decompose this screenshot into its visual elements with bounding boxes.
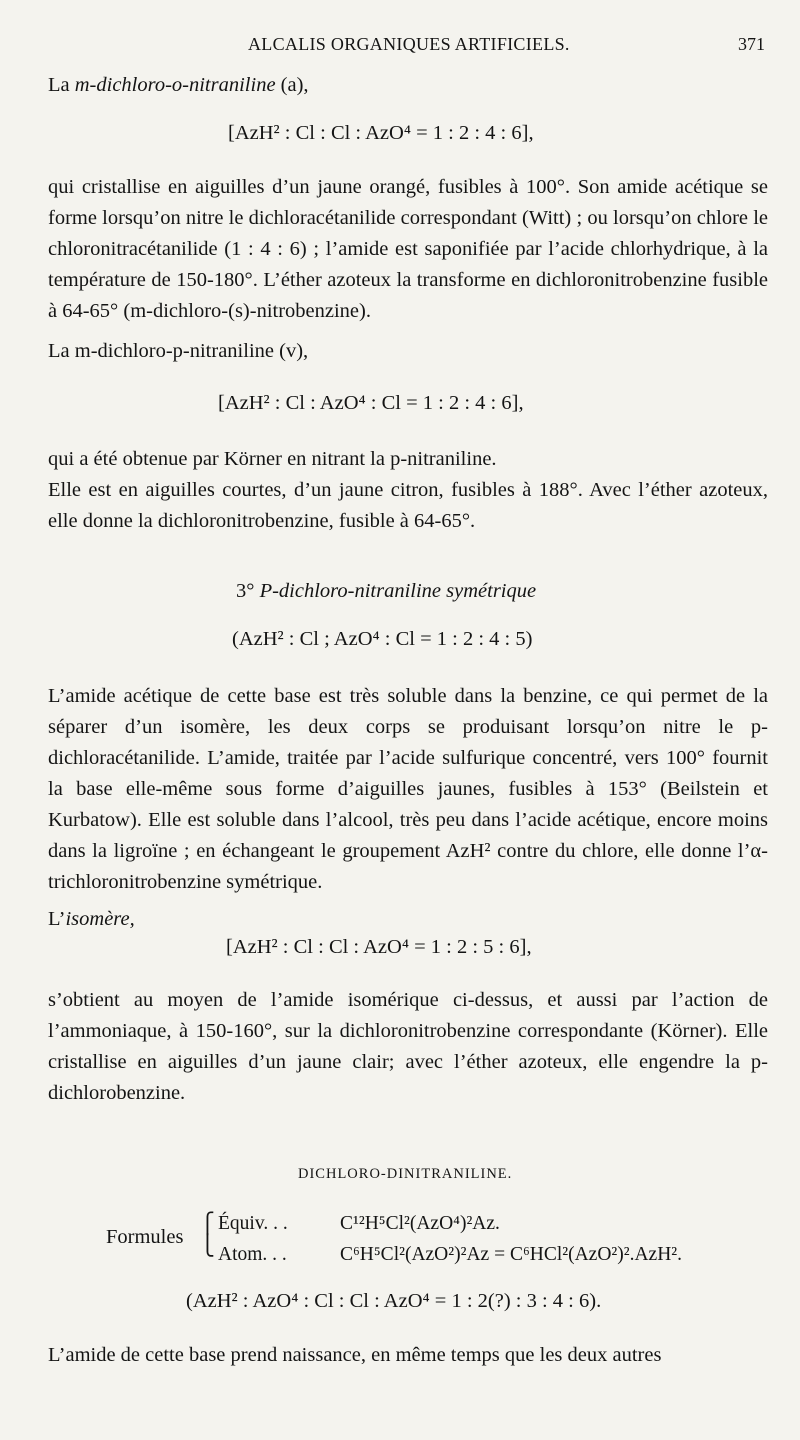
equiv-formula: C¹²H⁵Cl²(AzO⁴)²Az. xyxy=(340,1213,500,1234)
atom-label: Atom. . . xyxy=(218,1244,287,1265)
label-prefix: La xyxy=(48,74,75,96)
label-suffix: (a), xyxy=(275,74,309,96)
compound-label-m-dichloro-o-nitraniline xyxy=(48,74,309,97)
compound-name: isomère, xyxy=(65,908,135,930)
formula-4: [AzH² : Cl : Cl : AzO⁴ = 1 : 2 : 5 : 6], xyxy=(226,936,532,958)
equiv-label: Équiv. . . xyxy=(218,1213,288,1234)
compound-label-isomere xyxy=(48,908,135,931)
paragraph-3: L’amide acétique de cette base est très soluble dans la benzine, ce qui permet de la séparer d’un isomère, les deux corps se produisant lorsqu’on nitre le p-dichloracétanilide. L’amide, traitée par l’acide sulfurique concentré, vers 100° fournit la base elle-même sous forme d’aiguilles jaunes, fusibles à 153° (Beilstein et Kurbatow). Elle est soluble dans l’alcool, très peu dans l’acide acétique, encore moins dans la ligroïne ; en échangeant le groupement AzH² contre du chlore, elle donne l’α-trichloronitrobenzine symétrique. xyxy=(48,685,768,893)
formula-3: (AzH² : Cl ; AzO⁴ : Cl = 1 : 2 : 4 : 5) xyxy=(232,628,533,650)
section-title: P-dichloro-nitraniline symétrique xyxy=(259,580,537,602)
formula-5: (AzH² : AzO⁴ : Cl : Cl : AzO⁴ = 1 : 2(?) : 3 : 4 : 6). xyxy=(186,1290,602,1312)
formula-2: [AzH² : Cl : AzO⁴ : Cl = 1 : 2 : 4 : 6], xyxy=(218,392,524,414)
paragraph-5: L’amide de cette base prend naissance, en même temps que les deux autres xyxy=(48,1344,662,1366)
section-heading-dichloro-dinitraniline: DICHLORO-DINITRANILINE. xyxy=(298,1166,513,1182)
compound-name: m-dichloro-o-nitraniline xyxy=(74,74,276,96)
formules-label: Formules xyxy=(106,1226,184,1248)
compound-label-m-dichloro-p-nitraniline: La m-dichloro-p-nitraniline (v), xyxy=(48,340,309,362)
brace-bottom: ⎩ xyxy=(200,1235,215,1257)
paragraph-4: s’obtient au moyen de l’amide isomérique ci-dessus, et aussi par l’action de l’ammoniaque, à 150-160°, sur la dichloronitrobenzine correspondante (Körner). Elle cristallise en aiguilles d’un jaune clair; avec l’éther azoteux, elle engendre la p-dichlorobenzine. xyxy=(48,989,768,1104)
section-number: 3° xyxy=(236,580,260,602)
paragraph-2a: qui a été obtenue par Körner en nitrant la p-nitraniline. xyxy=(48,448,497,470)
section-heading-3 xyxy=(236,580,536,603)
paragraph-2b: Elle est en aiguilles courtes, d’un jaune citron, fusibles à 188°. Avec l’éther azoteux, elle donne la dichloronitrobenzine, fusible à 64-65°. xyxy=(48,479,768,532)
running-title: ALCALIS ORGANIQUES ARTIFICIELS. xyxy=(248,34,570,54)
atom-formula: C⁶H⁵Cl²(AzO²)²Az = C⁶HCl²(AzO²)².AzH². xyxy=(340,1244,683,1265)
label-prefix: L’ xyxy=(48,908,66,930)
paragraph-1: qui cristallise en aiguilles d’un jaune orangé, fusibles à 100°. Son amide acétique se forme lorsqu’on nitre le dichloracétanilide correspondant (Witt) ; ou lorsqu’on chlore le chloronitracétanilide (1 : 4 : 6) ; l’amide est saponifiée par l’acide chlorhydrique, à la température de 150-180°. L’éther azoteux la transforme en dichloronitrobenzine fusible à 64-65° (m-dichloro-(s)-nitrobenzine). xyxy=(48,176,768,322)
page-number: 371 xyxy=(738,34,765,54)
brace-top: ⎧ xyxy=(200,1213,215,1235)
formula-1: [AzH² : Cl : Cl : AzO⁴ = 1 : 2 : 4 : 6], xyxy=(228,122,534,144)
